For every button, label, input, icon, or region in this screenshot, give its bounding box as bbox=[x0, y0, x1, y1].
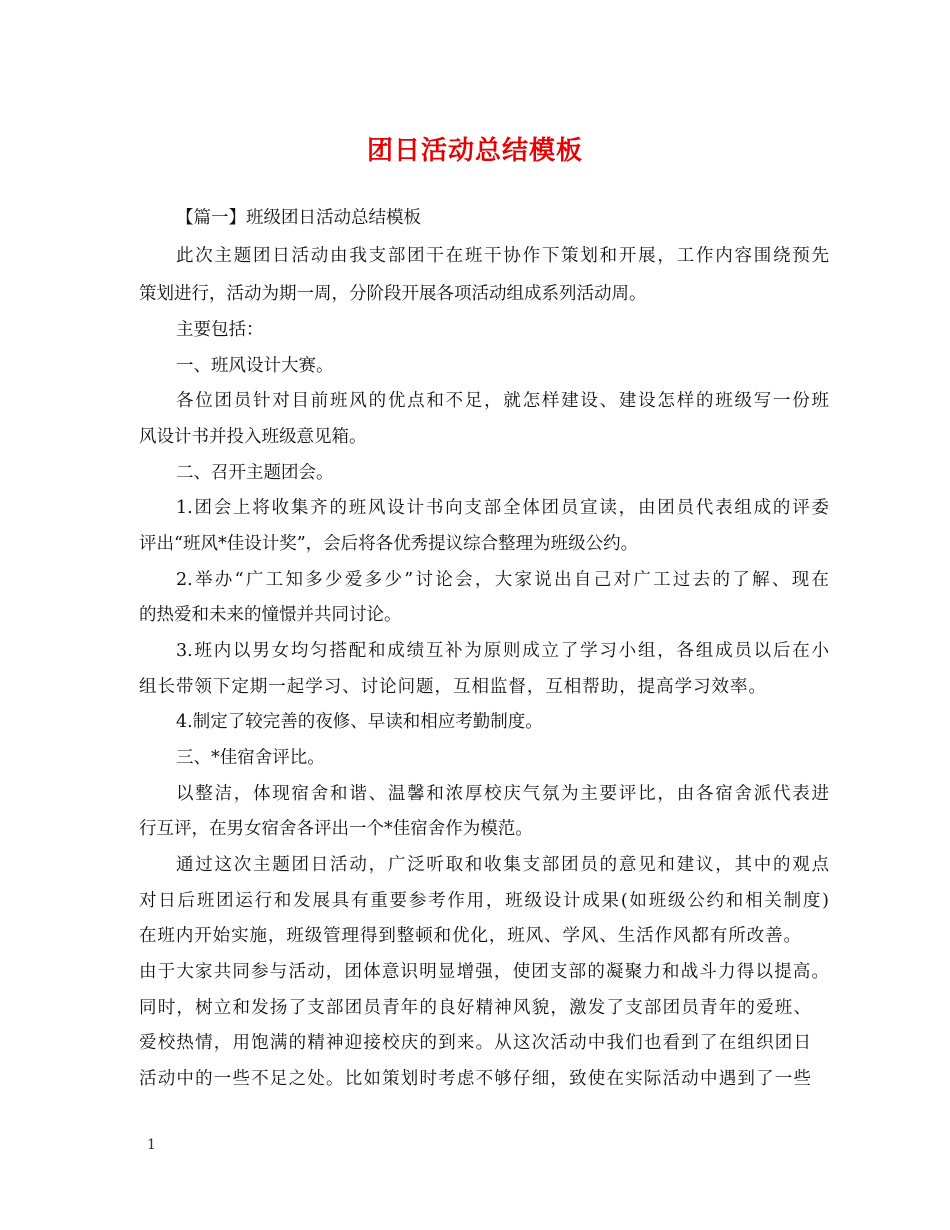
paragraph-line: 由于大家共同参与活动，团体意识明显增强，使团支部的凝聚力和战斗力得以提高。 bbox=[139, 962, 829, 982]
paragraph-line: 活动中的一些不足之处。比如策划时考虑不够仔细，致使在实际活动中遇到了一些 bbox=[139, 1069, 811, 1089]
list-item: 4.制定了较完善的夜修、早读和相应考勤制度。 bbox=[176, 712, 543, 732]
paragraph-line: 各位团员针对目前班风的优点和不足，就怎样建设、建设怎样的班级写一份班 bbox=[176, 391, 829, 411]
paragraph-line: 组长带领下定期一起学习、讨论问题，互相监督，互相帮助，提高学习效率。 bbox=[139, 677, 766, 697]
paragraph-line: 通过这次主题团日活动，广泛听取和收集支部团员的意见和建议，其中的观点 bbox=[176, 855, 829, 875]
list-heading: 二、召开主题团会。 bbox=[176, 463, 334, 483]
paragraph-line: 风设计书并投入班级意见箱。 bbox=[139, 427, 367, 447]
section-heading: 【篇一】班级团日活动总结模板 bbox=[176, 208, 421, 228]
list-item: 3.班内以男女均匀搭配和成绩互补为原则成立了学习小组，各组成员以后在小 bbox=[176, 641, 829, 661]
paragraph-line: 的热爱和未来的憧憬并共同讨论。 bbox=[139, 605, 402, 625]
paragraph-line: 对日后班团运行和发展具有重要参考作用，班级设计成果(如班级公约和相关制度) bbox=[139, 891, 829, 911]
paragraph-line: 评出“班风*佳设计奖”，会后将各优秀提议综合整理为班级公约。 bbox=[139, 534, 639, 554]
paragraph-line: 此次主题团日活动由我支部团干在班干协作下策划和开展，工作内容围绕预先 bbox=[176, 246, 829, 266]
list-item: 1.团会上将收集齐的班风设计书向支部全体团员宣读，由团员代表组成的评委 bbox=[176, 498, 829, 518]
paragraph-line: 同时，树立和发扬了支部团员青年的良好精神风貌，激发了支部团员青年的爱班、 bbox=[139, 998, 811, 1018]
list-heading: 一、班风设计大赛。 bbox=[176, 356, 334, 376]
document-title: 团日活动总结模板 bbox=[366, 136, 583, 166]
paragraph-line: 行互评，在男女宿舍各评出一个*佳宿舍作为模范。 bbox=[139, 819, 533, 839]
paragraph-line: 策划进行，活动为期一周，分阶段开展各项活动组成系列活动周。 bbox=[139, 284, 647, 304]
paragraph-line: 爱校热情，用饱满的精神迎接校庆的到来。从这次活动中我们也看到了在组织团日 bbox=[139, 1033, 811, 1053]
paragraph-line: 在班内开始实施，班级管理得到整顿和优化，班风、学风、生活作风都有所改善。 bbox=[139, 926, 801, 946]
paragraph-line: 主要包括： bbox=[176, 320, 264, 340]
paragraph-line: 以整洁，体现宿舍和谐、温馨和浓厚校庆气氛为主要评比，由各宿舍派代表进 bbox=[176, 784, 829, 804]
list-item: 2.举办“广工知多少爱多少”讨论会，大家说出自己对广工过去的了解、现在 bbox=[176, 570, 829, 590]
page-number: 1 bbox=[147, 1137, 156, 1153]
list-heading: 三、*佳宿舍评比。 bbox=[176, 748, 325, 768]
